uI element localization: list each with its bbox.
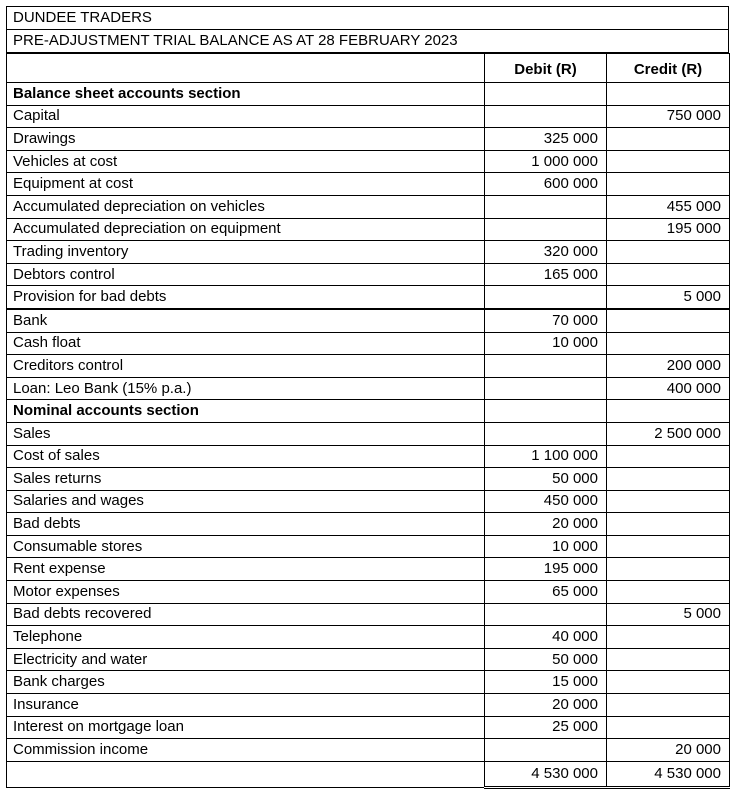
- credit-amount: [607, 150, 730, 173]
- account-name: Cost of sales: [7, 445, 485, 468]
- credit-amount: [607, 694, 730, 717]
- debit-amount: 450 000: [485, 490, 607, 513]
- credit-amount: [607, 332, 730, 355]
- debit-amount: [485, 195, 607, 218]
- debit-amount: 65 000: [485, 581, 607, 604]
- credit-amount: 455 000: [607, 195, 730, 218]
- account-name: Equipment at cost: [7, 173, 485, 196]
- credit-column-header: Credit (R): [607, 54, 730, 83]
- debit-amount: 195 000: [485, 558, 607, 581]
- account-name: Consumable stores: [7, 535, 485, 558]
- account-name: Debtors control: [7, 263, 485, 286]
- account-row: [7, 241, 730, 264]
- total-debit: 4 530 000: [485, 761, 607, 787]
- account-row: [7, 195, 730, 218]
- account-name: Balance sheet accounts section: [7, 83, 485, 106]
- debit-amount: 70 000: [485, 309, 607, 332]
- debit-amount: 20 000: [485, 694, 607, 717]
- account-name: Motor expenses: [7, 581, 485, 604]
- account-name: Interest on mortgage loan: [7, 716, 485, 739]
- account-row: [7, 263, 730, 286]
- debit-amount: [485, 739, 607, 762]
- debit-amount: 20 000: [485, 513, 607, 536]
- credit-amount: 750 000: [607, 105, 730, 128]
- account-row: [7, 309, 730, 332]
- account-row: [7, 603, 730, 626]
- account-row: [7, 128, 730, 151]
- account-row: [7, 490, 730, 513]
- debit-amount: 1 000 000: [485, 150, 607, 173]
- credit-amount: 5 000: [607, 286, 730, 309]
- credit-amount: 195 000: [607, 218, 730, 241]
- account-name: Bank charges: [7, 671, 485, 694]
- account-row: [7, 671, 730, 694]
- credit-amount: [607, 83, 730, 106]
- account-row: [7, 332, 730, 355]
- account-name: Bad debts recovered: [7, 603, 485, 626]
- account-row: [7, 694, 730, 717]
- account-name: Sales: [7, 422, 485, 445]
- totals-label: [7, 761, 485, 787]
- account-row: [7, 377, 730, 400]
- debit-amount: [485, 377, 607, 400]
- credit-amount: [607, 241, 730, 264]
- account-name: Loan: Leo Bank (15% p.a.): [7, 377, 485, 400]
- trial-balance-sheet: [6, 6, 729, 789]
- debit-amount: 50 000: [485, 468, 607, 491]
- account-name: Creditors control: [7, 355, 485, 378]
- debit-amount: 50 000: [485, 648, 607, 671]
- credit-amount: [607, 400, 730, 423]
- account-row: [7, 535, 730, 558]
- account-name: Bad debts: [7, 513, 485, 536]
- account-name: Bank: [7, 309, 485, 332]
- account-name: Rent expense: [7, 558, 485, 581]
- account-name: Nominal accounts section: [7, 400, 485, 423]
- account-row: [7, 513, 730, 536]
- section-header-row: [7, 83, 730, 106]
- credit-amount: [607, 648, 730, 671]
- account-name: Trading inventory: [7, 241, 485, 264]
- debit-amount: 325 000: [485, 128, 607, 151]
- credit-amount: [607, 716, 730, 739]
- account-row: [7, 150, 730, 173]
- account-row: [7, 218, 730, 241]
- header-row: [7, 54, 730, 83]
- company-name: DUNDEE TRADERS: [6, 6, 729, 29]
- debit-amount: 15 000: [485, 671, 607, 694]
- debit-column-header: Debit (R): [485, 54, 607, 83]
- credit-amount: 200 000: [607, 355, 730, 378]
- credit-amount: [607, 626, 730, 649]
- debit-amount: 320 000: [485, 241, 607, 264]
- debit-amount: 10 000: [485, 332, 607, 355]
- account-name: Commission income: [7, 739, 485, 762]
- account-name: Electricity and water: [7, 648, 485, 671]
- debit-amount: [485, 422, 607, 445]
- credit-amount: [607, 581, 730, 604]
- debit-amount: 600 000: [485, 173, 607, 196]
- account-name: Cash float: [7, 332, 485, 355]
- account-row: [7, 468, 730, 491]
- credit-amount: [607, 468, 730, 491]
- account-row: [7, 355, 730, 378]
- credit-amount: [607, 513, 730, 536]
- debit-amount: 1 100 000: [485, 445, 607, 468]
- debit-amount: 25 000: [485, 716, 607, 739]
- debit-amount: [485, 83, 607, 106]
- trial-balance-table: [6, 53, 730, 789]
- credit-amount: [607, 671, 730, 694]
- account-row: [7, 173, 730, 196]
- account-name: Provision for bad debts: [7, 286, 485, 309]
- account-column-header: [7, 54, 485, 83]
- account-name: Vehicles at cost: [7, 150, 485, 173]
- credit-amount: [607, 263, 730, 286]
- credit-amount: 2 500 000: [607, 422, 730, 445]
- credit-amount: 400 000: [607, 377, 730, 400]
- credit-amount: [607, 128, 730, 151]
- account-row: [7, 626, 730, 649]
- debit-amount: [485, 355, 607, 378]
- account-name: Drawings: [7, 128, 485, 151]
- credit-amount: 20 000: [607, 739, 730, 762]
- debit-amount: 165 000: [485, 263, 607, 286]
- section-header-row: [7, 400, 730, 423]
- account-row: [7, 286, 730, 309]
- account-rows: [7, 83, 730, 762]
- account-name: Accumulated depreciation on vehicles: [7, 195, 485, 218]
- account-name: Capital: [7, 105, 485, 128]
- credit-amount: [607, 490, 730, 513]
- account-row: [7, 105, 730, 128]
- debit-amount: [485, 603, 607, 626]
- credit-amount: 5 000: [607, 603, 730, 626]
- account-name: Sales returns: [7, 468, 485, 491]
- debit-amount: 40 000: [485, 626, 607, 649]
- debit-amount: [485, 286, 607, 309]
- credit-amount: [607, 309, 730, 332]
- total-credit: 4 530 000: [607, 761, 730, 787]
- account-row: [7, 581, 730, 604]
- debit-amount: [485, 218, 607, 241]
- debit-amount: [485, 400, 607, 423]
- account-row: [7, 558, 730, 581]
- account-row: [7, 716, 730, 739]
- debit-amount: 10 000: [485, 535, 607, 558]
- account-name: Insurance: [7, 694, 485, 717]
- account-name: Telephone: [7, 626, 485, 649]
- account-row: [7, 739, 730, 762]
- account-name: Salaries and wages: [7, 490, 485, 513]
- account-row: [7, 422, 730, 445]
- credit-amount: [607, 535, 730, 558]
- account-row: [7, 445, 730, 468]
- credit-amount: [607, 445, 730, 468]
- credit-amount: [607, 173, 730, 196]
- debit-amount: [485, 105, 607, 128]
- account-name: Accumulated depreciation on equipment: [7, 218, 485, 241]
- totals-row: [7, 761, 730, 787]
- statement-title: PRE-ADJUSTMENT TRIAL BALANCE AS AT 28 FEBRUARY 2023: [6, 29, 729, 53]
- credit-amount: [607, 558, 730, 581]
- account-row: [7, 648, 730, 671]
